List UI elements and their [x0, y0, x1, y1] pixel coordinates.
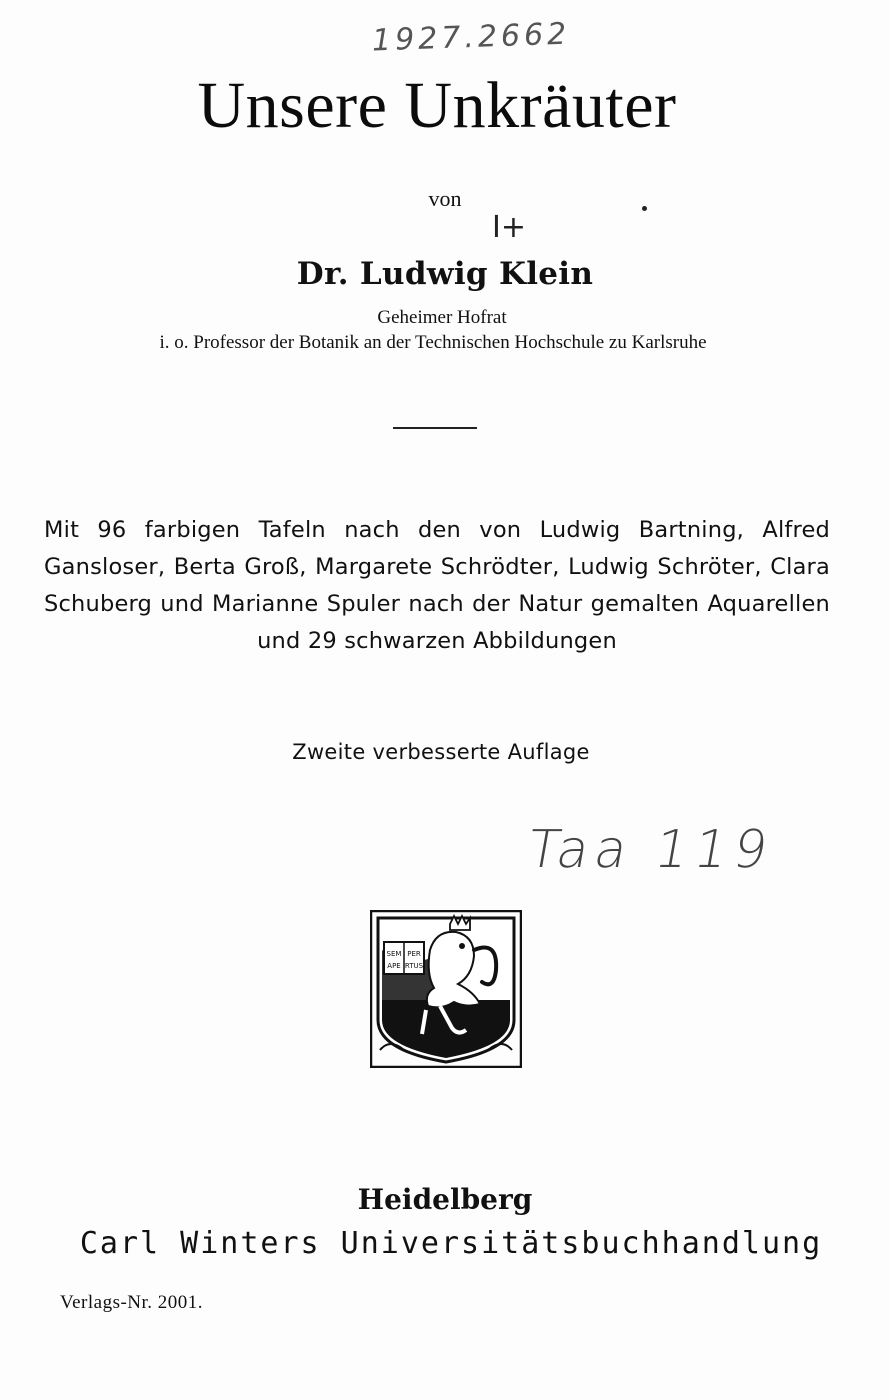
author-position: i. o. Professor der Botanik an der Technischen Hochschule zu Karlsruhe — [159, 332, 707, 353]
publisher-number: Verlags-Nr. 2001. — [60, 1292, 204, 1313]
svg-text:APE: APE — [387, 962, 401, 970]
divider-rule — [393, 427, 477, 429]
edition-statement: Zweite verbesserte Auflage — [292, 740, 590, 764]
speck-dot — [642, 206, 647, 211]
handwritten-mark: I+ — [492, 210, 526, 245]
by-label: von — [428, 186, 462, 211]
svg-text:PER: PER — [407, 950, 421, 958]
illustration-description: Mit 96 farbigen Tafeln nach den von Ludwig Bartning, Alfred Gansloser, Berta Groß, Margarete Schrödter, Ludwig Schröter, Clara Schuberg und Marianne Spuler nach der Natur gemalten Aquarellen und 29 schwarzen Abbildungen — [44, 517, 830, 654]
svg-text:SEM: SEM — [386, 950, 402, 958]
book-title: Unsere Unkräuter — [197, 69, 677, 142]
author-rank: Geheimer Hofrat — [377, 307, 507, 328]
publisher-name: Carl Winters Universitätsbuchhandlung — [79, 1226, 823, 1261]
publisher-city: Heidelberg — [357, 1183, 533, 1216]
handwritten-shelfmark: Taa 119 — [522, 820, 778, 880]
author-name: Dr. Ludwig Klein — [296, 256, 594, 292]
svg-text:RTUS: RTUS — [404, 962, 424, 970]
handwritten-accession-number: 1927.2662 — [371, 16, 571, 59]
publisher-lion-emblem — [370, 910, 522, 1068]
